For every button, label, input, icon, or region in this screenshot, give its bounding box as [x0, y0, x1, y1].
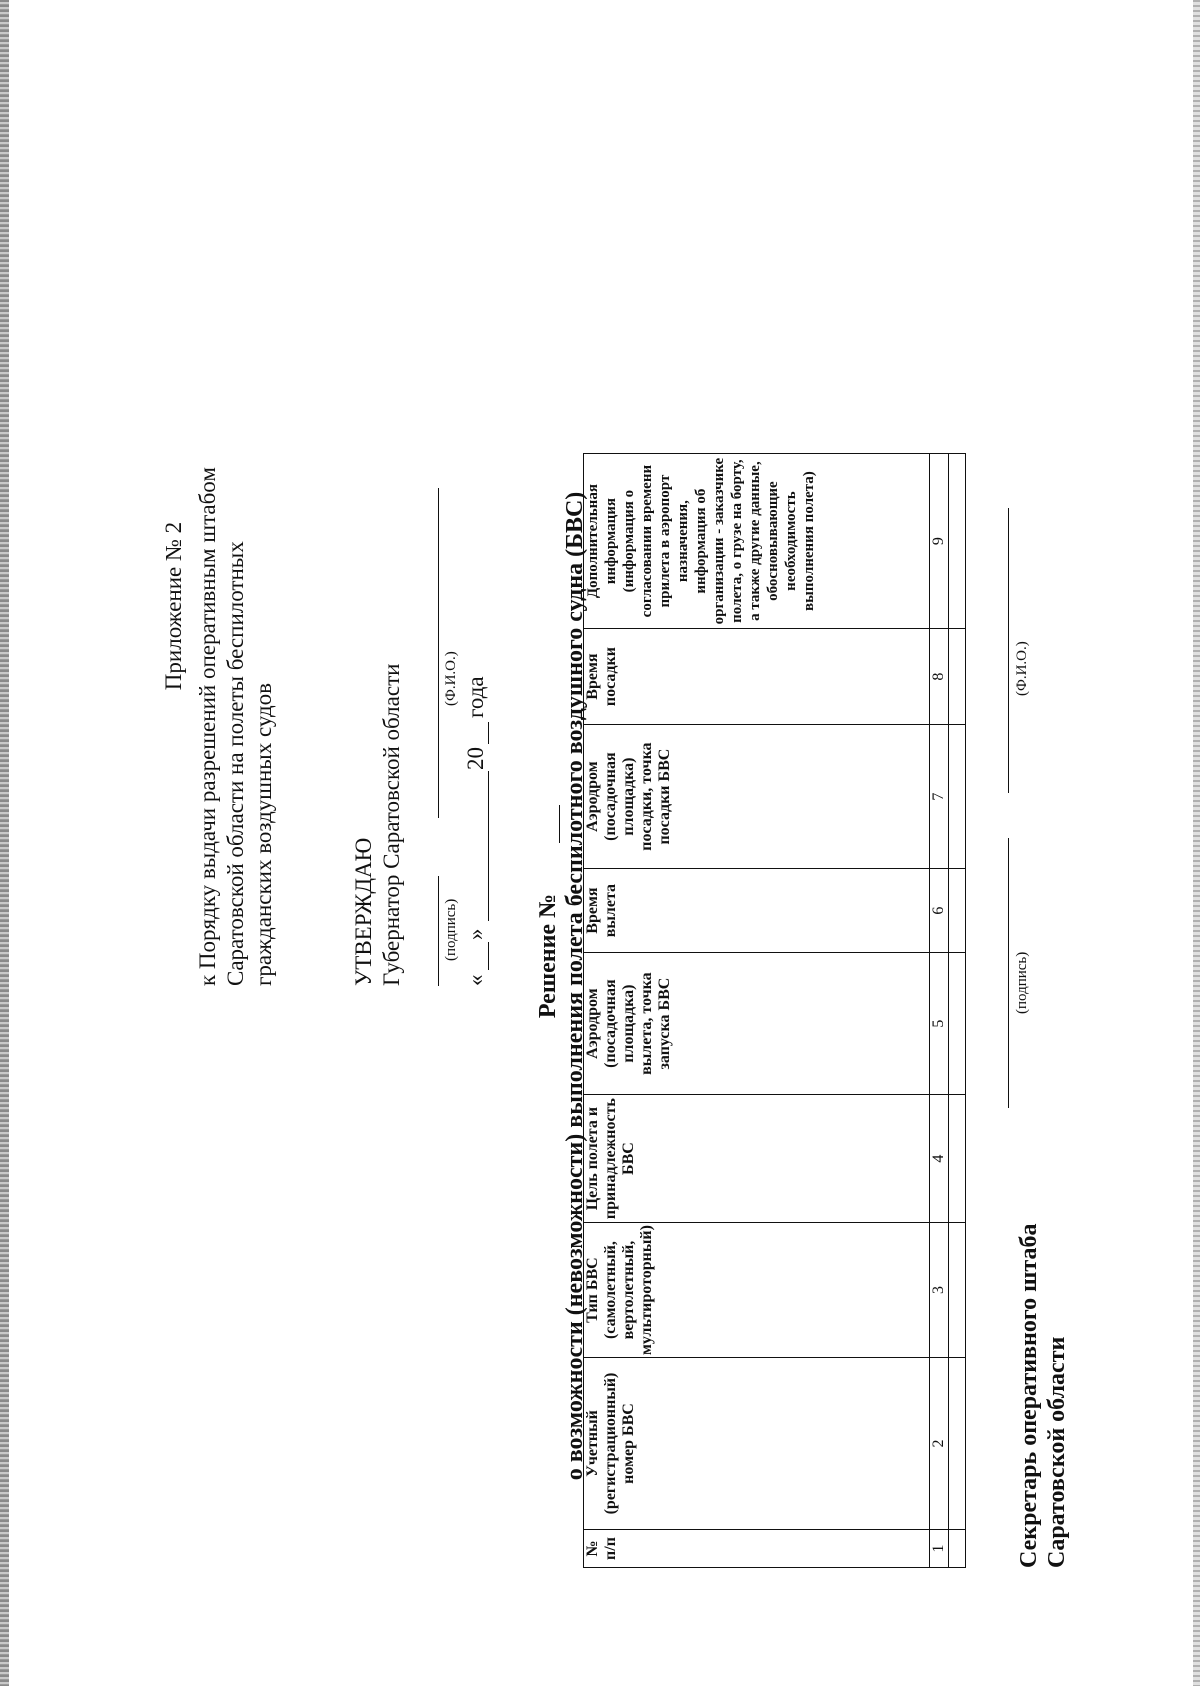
governor-signature-caption: (подпись)	[443, 898, 459, 961]
approval-block	[350, 664, 406, 986]
empty-cell	[949, 1358, 966, 1530]
number-cell: 6	[930, 869, 949, 953]
secretary-line-1: Секретарь оперативного штаба	[1016, 1223, 1042, 1568]
empty-cell	[949, 1095, 966, 1223]
table-empty-row	[949, 454, 966, 1568]
date-year-line	[488, 722, 489, 744]
decision-number-text: Решение №	[535, 893, 561, 1019]
secretary-name-caption: (Ф.И.О.)	[1014, 641, 1030, 696]
date-year-prefix: 20	[463, 747, 488, 770]
header-cell: Аэродром (посадочная площадка) вылета, точка запуска БВС	[584, 953, 930, 1095]
decision-number-line	[559, 805, 560, 843]
annex-text	[194, 346, 278, 986]
governor-name-caption: (Ф.И.О.)	[443, 651, 459, 706]
number-cell: 8	[930, 629, 949, 725]
empty-cell	[949, 725, 966, 869]
table-number-row	[930, 454, 949, 1568]
governor-name-line	[438, 488, 439, 818]
date-year-suffix: года	[463, 676, 488, 718]
number-cell: 5	[930, 953, 949, 1095]
governor-signature-line	[438, 876, 439, 986]
table-header-row	[584, 454, 930, 1568]
secretary-block	[1015, 1224, 1071, 1568]
number-cell: 1	[930, 1530, 949, 1568]
decision-number-label	[535, 856, 562, 1056]
decision-subtitle: о возможности (невозможности) выполнения полета беспилотного воздушного судна (БВС)	[562, 491, 588, 1481]
date-close-quote: »	[463, 928, 488, 940]
empty-cell	[949, 953, 966, 1095]
date-day-line	[488, 942, 489, 970]
secretary-signature-line	[1008, 838, 1009, 1108]
annex-line-1: к Порядку выдачи разрешений оперативным штабом	[195, 467, 220, 986]
secretary-name-line	[1008, 508, 1009, 793]
empty-cell	[949, 454, 966, 629]
number-cell: 3	[930, 1223, 949, 1358]
date-month-line	[488, 771, 489, 921]
date-open-quote: «	[463, 974, 488, 986]
annex-line-3: гражданских воздушных судов	[251, 682, 276, 986]
secretary-signature-caption: (подпись)	[1014, 951, 1030, 1014]
header-cell: Аэродром (посадочная площадка) посадки, точка посадки БВС	[584, 725, 930, 869]
header-cell: Тип БВС (самолетный, вертолетный, мультироторный)	[584, 1223, 930, 1358]
number-cell: 2	[930, 1358, 949, 1530]
number-cell: 9	[930, 454, 949, 629]
header-cell: Дополнительная информация (информация о согласовании времени прилета в аэропорт назначения, информация об организации - заказчике полета, о грузе на борту, а также другие данные, обосновывающие необходимость выполнения полета)	[584, 454, 930, 629]
empty-cell	[949, 1223, 966, 1358]
empty-cell	[949, 1530, 966, 1568]
secretary-line-2: Саратовской области	[1044, 1336, 1070, 1568]
number-cell: 7	[930, 725, 949, 869]
approve-position: Губернатор Саратовской области	[379, 663, 404, 986]
empty-cell	[949, 869, 966, 953]
flight-decision-table	[583, 453, 966, 1568]
annex-title: Приложение № 2	[161, 521, 186, 691]
header-cell: Время посадки	[584, 629, 930, 725]
approve-word: УТВЕРЖДАЮ	[351, 837, 376, 986]
annex-line-2: Саратовской области на полеты беспилотных	[223, 541, 248, 986]
header-cell: № п/п	[584, 1530, 930, 1568]
empty-cell	[949, 629, 966, 725]
header-cell: Время вылета	[584, 869, 930, 953]
header-cell: Учетный (регистрационный) номер БВС	[584, 1358, 930, 1530]
header-cell: Цель полета и принадлежность БВС	[584, 1095, 930, 1223]
number-cell: 4	[930, 1095, 949, 1223]
